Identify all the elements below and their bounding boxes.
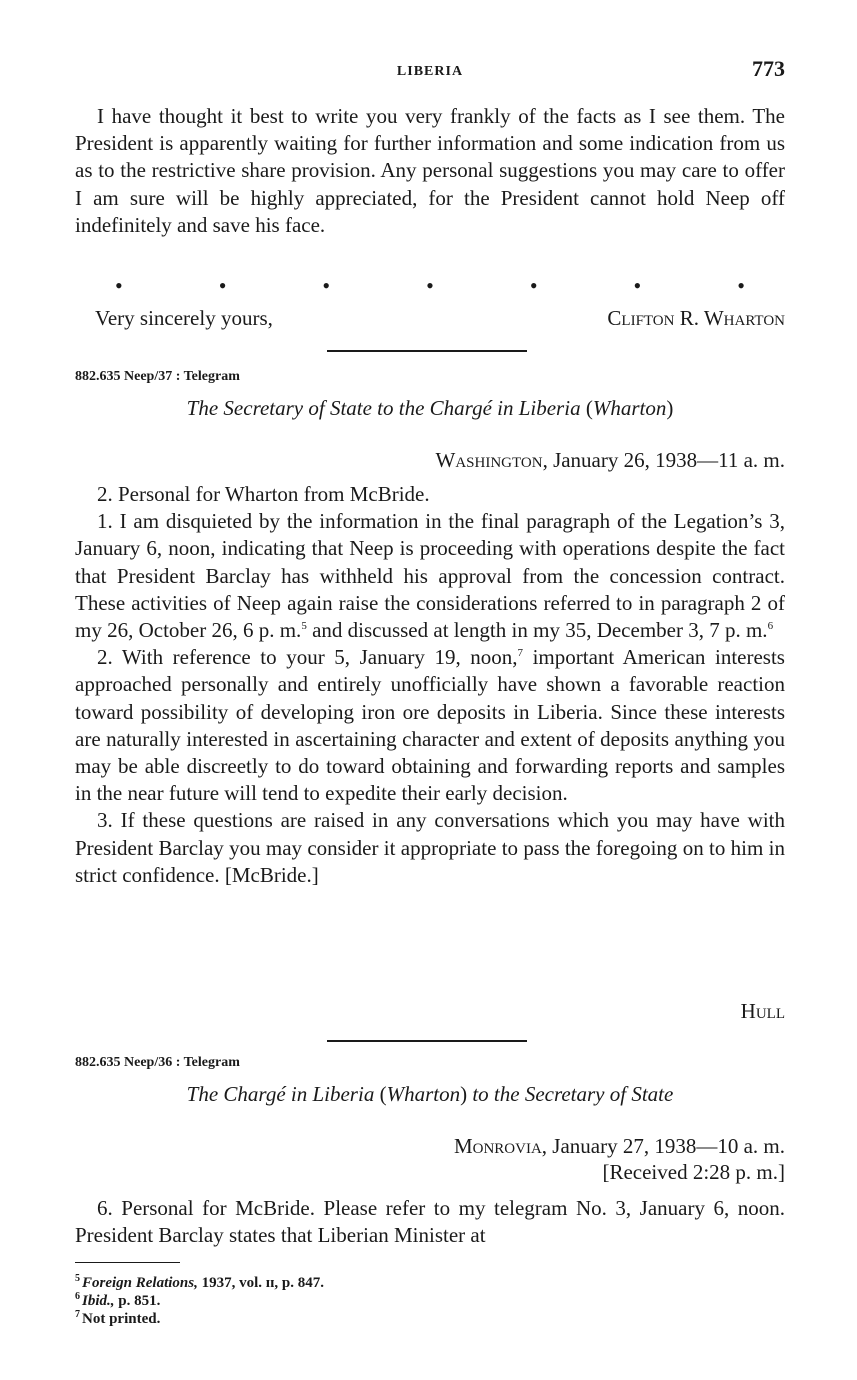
footnote-text: Not printed. <box>82 1311 161 1327</box>
letter-closing-paragraph-block <box>75 103 785 239</box>
footnote-italic: Foreign Relations, <box>82 1275 198 1291</box>
footnotes <box>75 1274 785 1328</box>
footnote <box>75 1274 785 1292</box>
footnote-text: p. 851. <box>114 1293 161 1309</box>
document-title <box>75 1082 785 1107</box>
paragraph-text: 1. I am disquieted by the information in the final paragraph of the Legation’s 3, January 6, noon, indicating that Neep is proceeding with operations despite the fact that President Barclay has withheld his approval from the concession contract. These activities of Neep again raise the considerations referred to in paragraph 2 of my 26, October 26, 6 p. m. <box>75 509 785 643</box>
telegram-body <box>75 1195 785 1249</box>
page-header <box>75 56 785 88</box>
file-number: 882.635 Neep/37 : Telegram <box>75 369 240 384</box>
footnote-rule <box>75 1262 180 1263</box>
paragraph-text: important American interests approached personally and entirely unofficially have shown a favorable reaction toward possibility of developing iron ore deposits in Liberia. Since these interests are naturally interested in ascertaining character and extent of deposits anything you may be able discreetly to do toward obtaining and forwarding reports and samples in the near future will tend to expedite their early decision. <box>75 645 785 806</box>
ellipsis-dot: • <box>529 273 538 298</box>
dateline <box>454 1134 785 1159</box>
footnote-ref: 5 <box>301 620 307 633</box>
title-name: Wharton <box>386 1082 461 1106</box>
title-text: to the Secretary of State <box>467 1082 674 1106</box>
footnote-mark: 5 <box>75 1273 80 1284</box>
file-number: 882.635 Neep/36 : Telegram <box>75 1055 240 1070</box>
footnote-mark: 6 <box>75 1291 80 1302</box>
title-paren: ( <box>585 396 593 420</box>
footnote-ref: 6 <box>767 620 774 633</box>
dateline-place: Washington <box>435 448 543 472</box>
telegram-signature: Hull <box>740 999 785 1023</box>
ellipsis-dot: • <box>426 273 434 298</box>
section-divider <box>327 350 527 352</box>
dateline <box>436 448 785 473</box>
telegram-paragraph: 3. If these questions are raised in any conversations which you may have with President Barclay you may consider it appropriate to pass the foregoing on to him in strict confidence. [McBride.] <box>75 808 785 887</box>
letter-closing-paragraph: I have thought it best to write you very frankly of the facts as I see them. The President is apparently waiting for further information and some indication from us as to the restrictive share provision. Any personal suggestions you may care to offer I am sure will be highly appreciated, for the President cannot hold Neep off indefinitely and save his face. <box>75 104 785 237</box>
footnote-ref: 7 <box>517 647 524 660</box>
received-line: [Received 2:28 p. m.] <box>602 1160 785 1184</box>
ellipsis-row <box>115 273 745 298</box>
telegram-body <box>75 481 785 889</box>
telegram-paragraph: 6. Personal for McBride. Please refer to my telegram No. 3, January 6, noon. President Barclay states that Liberian Minister at <box>75 1196 785 1248</box>
running-head: LIBERIA <box>396 64 464 79</box>
ellipsis-dot: • <box>737 273 745 298</box>
section-divider <box>327 1040 527 1042</box>
title-text: The Chargé in Liberia <box>186 1082 380 1106</box>
letter-signature: Clifton R. Wharton <box>607 306 785 330</box>
footnote <box>75 1310 785 1328</box>
telegram-paragraph <box>75 508 785 644</box>
footnote-mark: 7 <box>75 1309 80 1320</box>
paragraph-text: 2. With reference to your 5, January 19, noon, <box>97 645 518 670</box>
ellipsis-dot: • <box>218 273 227 298</box>
dateline-date: , January 26, 1938—11 a. m. <box>542 448 785 472</box>
ellipsis-dot: • <box>115 273 123 298</box>
ellipsis-dot: • <box>322 273 331 298</box>
footnote <box>75 1292 785 1310</box>
title-paren: ) <box>666 396 674 420</box>
page-number: 773 <box>752 56 785 81</box>
complimentary-close: Very sincerely yours, <box>95 306 273 330</box>
ellipsis-dot: • <box>633 273 642 298</box>
title-text: The Secretary of State to the Chargé in Liberia <box>186 396 586 420</box>
footnote-text: 1937, vol. ɪɪ, p. 847. <box>197 1275 324 1291</box>
telegram-paragraph: 2. Personal for Wharton from McBride. <box>97 482 430 506</box>
dateline-place: Monrovia <box>453 1134 542 1158</box>
title-paren: ) <box>460 1082 468 1106</box>
telegram-paragraph <box>75 644 785 807</box>
footnote-italic: Ibid., <box>82 1293 115 1309</box>
title-paren: ( <box>379 1082 387 1106</box>
title-name: Wharton <box>592 396 667 420</box>
document-title <box>75 396 785 421</box>
paragraph-text: and discussed at length in my 35, December 3, 7 p. m. <box>306 618 768 643</box>
dateline-date: , January 27, 1938—10 a. m. <box>541 1134 785 1158</box>
